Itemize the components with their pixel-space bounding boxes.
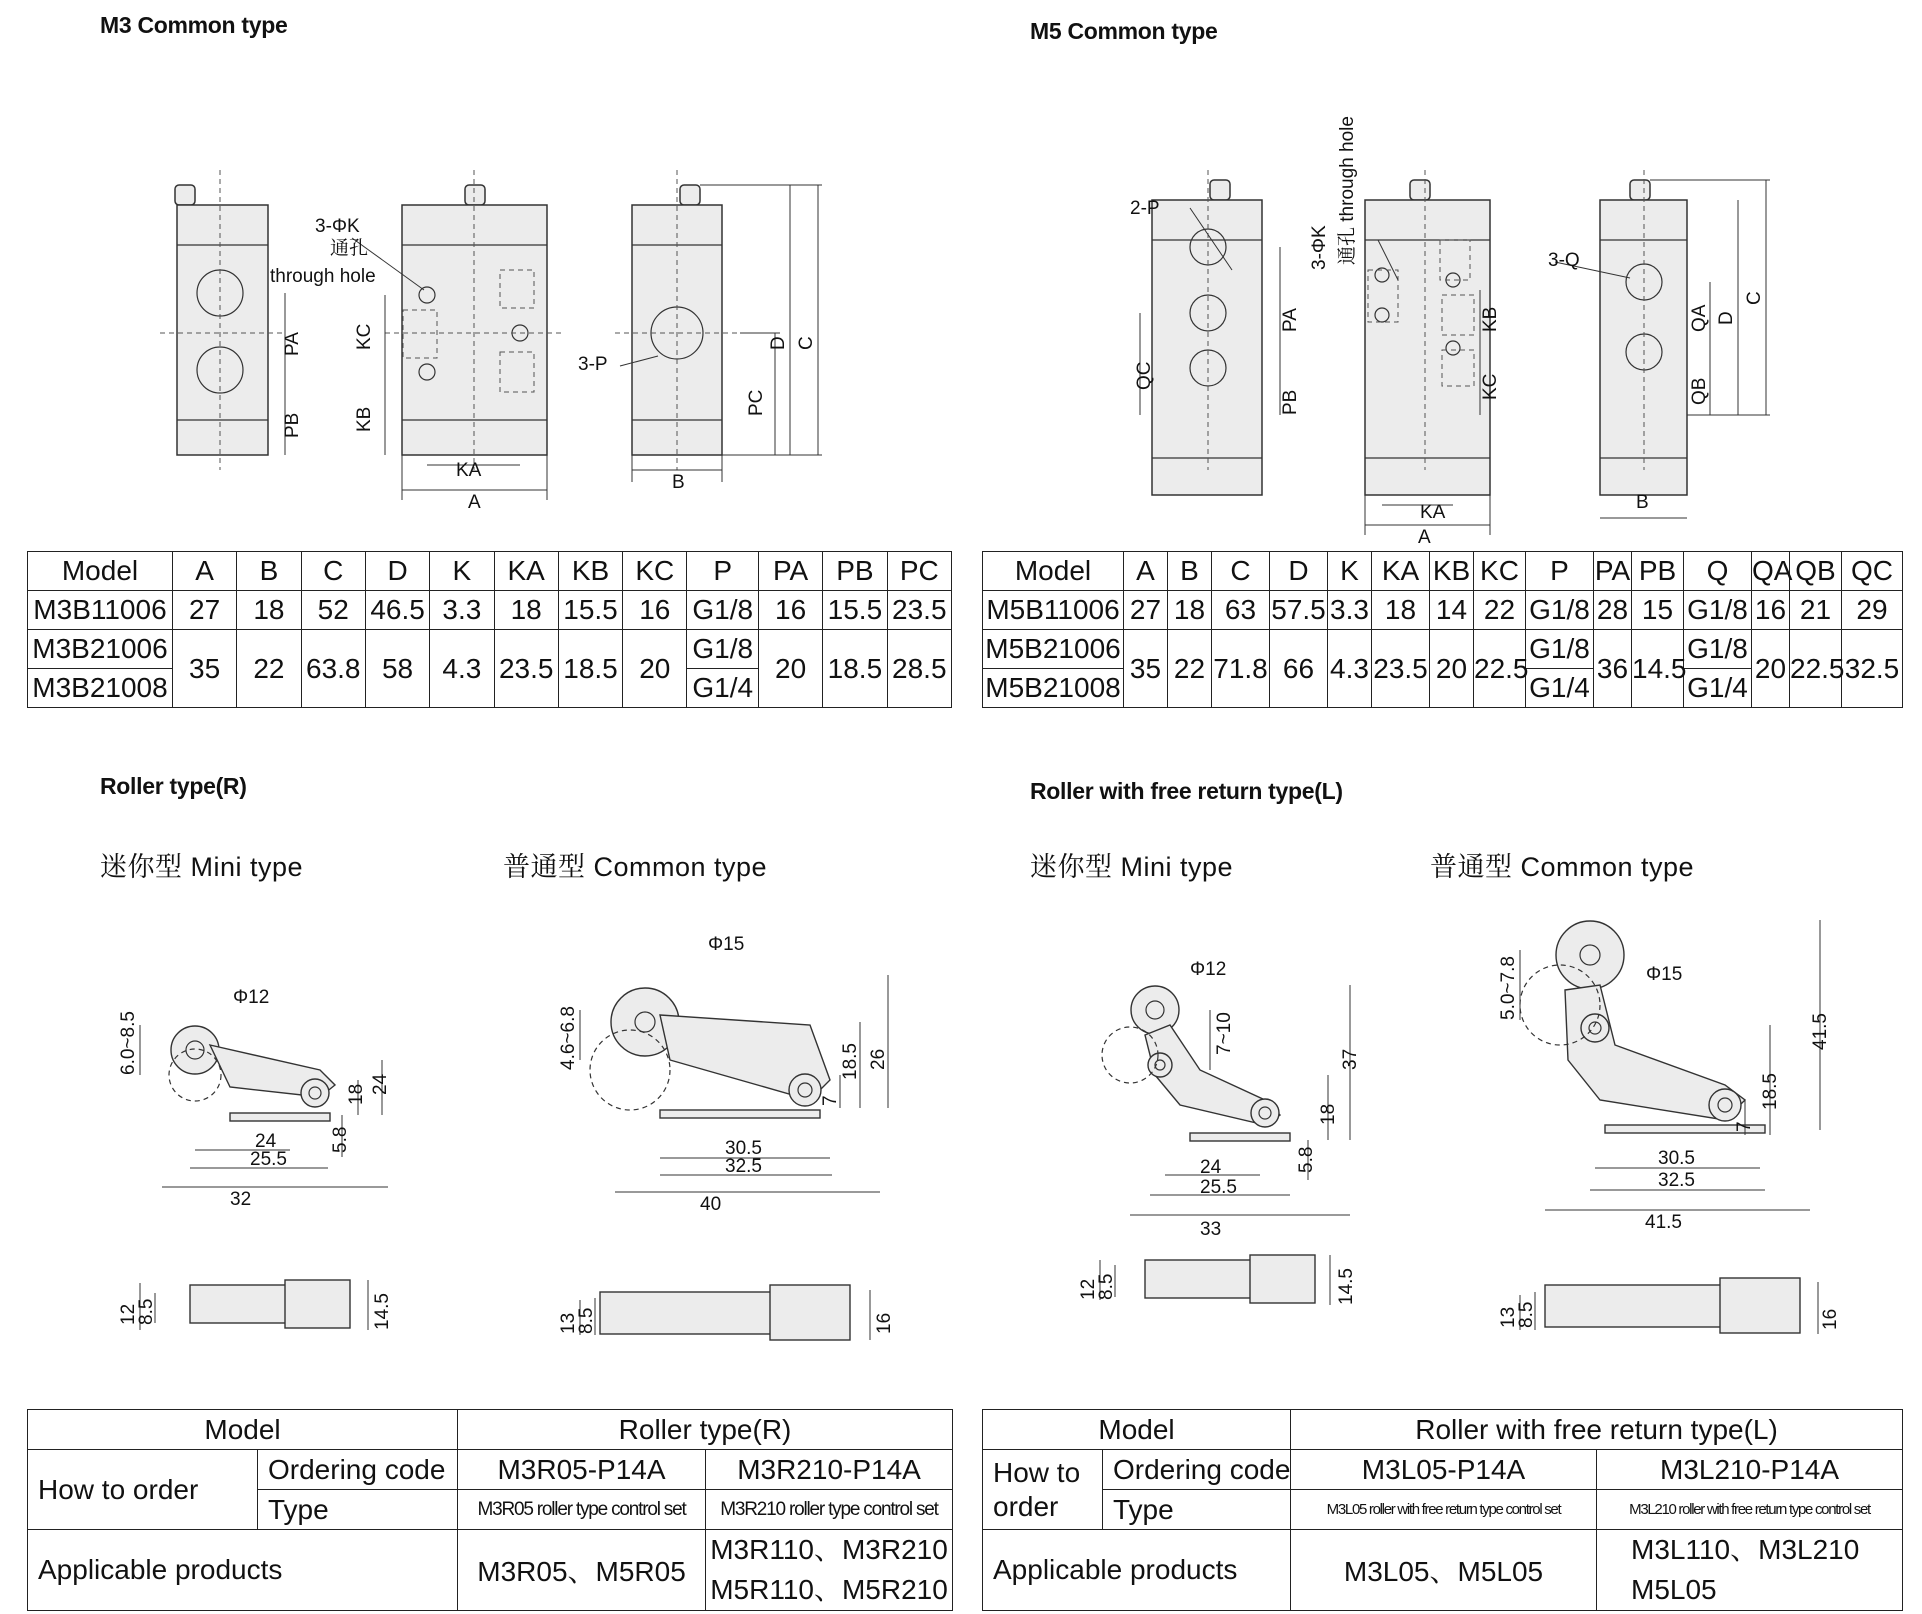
mini-l-range-label: 7~10 <box>1214 1012 1235 1055</box>
m5-pa-label: PA <box>1280 308 1301 332</box>
table-cell: 18 <box>1372 591 1430 630</box>
mini-roller-l-drawing <box>1060 945 1380 1335</box>
type-label: Type <box>1103 1490 1291 1530</box>
m3-c-label: C <box>796 336 817 350</box>
table-cell: 16 <box>1752 591 1790 630</box>
m5-qb-label: QB <box>1689 377 1710 405</box>
table-cell: 18.5 <box>823 630 887 708</box>
table-row <box>983 1490 1903 1530</box>
m3-hole-label: 3-ΦK <box>315 216 360 237</box>
mini-type-l-label: 迷你型 Mini type <box>1030 852 1234 882</box>
table-cell: 15.5 <box>823 591 887 630</box>
table-cell: 28.5 <box>887 630 951 708</box>
table-row <box>983 630 1903 669</box>
mini-roller-r-drawing <box>110 975 410 1335</box>
m5-col-header: Q <box>1684 552 1752 591</box>
table-cell: G1/4 <box>687 669 758 708</box>
applicable-cell: M3L05、M5L05 <box>1291 1530 1597 1611</box>
table-cell: 29 <box>1842 591 1903 630</box>
common-r-t3-label: 16 <box>874 1312 895 1334</box>
table-cell: 15.5 <box>558 591 622 630</box>
table-cell: 23.5 <box>494 630 558 708</box>
table-cell: 18.5 <box>558 630 622 708</box>
m3-p-label: 3-P <box>578 354 608 375</box>
group-header: Roller type(R) <box>458 1410 953 1450</box>
common-l-t3-label: 16 <box>1820 1308 1841 1330</box>
table-cell: 22.5 <box>1474 630 1526 708</box>
type-cell: M3R210 roller type control set <box>706 1490 953 1530</box>
ordering-code-cell: M3R210-P14A <box>706 1450 953 1490</box>
table-row <box>28 630 952 669</box>
table-cell: 3.3 <box>430 591 494 630</box>
table-cell: 71.8 <box>1212 630 1270 708</box>
m3-col-header: A <box>172 552 236 591</box>
ordering-code-label: Ordering code <box>1103 1450 1291 1490</box>
mini-l-d4-label: 37 <box>1340 1048 1361 1070</box>
group-header: Roller with free return type(L) <box>1291 1410 1903 1450</box>
how-to-order-label <box>983 1450 1103 1530</box>
mini-r-d2-label: 25.5 <box>250 1149 287 1170</box>
common-r-d3-label: 40 <box>700 1194 722 1215</box>
ordering-code-cell: M3L05-P14A <box>1291 1450 1597 1490</box>
common-r-t2-label: 8.5 <box>576 1307 597 1334</box>
m5-col-header: K <box>1328 552 1372 591</box>
m5-col-header: PB <box>1632 552 1684 591</box>
type-label: Type <box>258 1490 458 1530</box>
m3-col-header: K <box>430 552 494 591</box>
table-cell: 28 <box>1594 591 1632 630</box>
table-row <box>28 1450 953 1490</box>
m5-col-header: Model <box>983 552 1124 591</box>
m5-p-label: 2-P <box>1130 198 1160 219</box>
m5-col-header: P <box>1526 552 1594 591</box>
table-cell: M5B21006 <box>983 630 1124 669</box>
table-row <box>983 1450 1903 1490</box>
m5-c-label: C <box>1744 291 1765 305</box>
table-cell: G1/8 <box>687 630 758 669</box>
table-row <box>28 591 952 630</box>
applicable-cell: M3R05、M5R05 <box>458 1530 706 1611</box>
table-cell: G1/4 <box>1526 669 1594 708</box>
common-r-d1-label: 30.5 <box>725 1138 762 1159</box>
m3-pc-label: PC <box>746 389 767 416</box>
m5-common-title: M5 Common type <box>1030 18 1218 44</box>
table-cell: 20 <box>1752 630 1790 708</box>
table-cell: M3B11006 <box>28 591 173 630</box>
table-cell: G1/8 <box>1526 591 1594 630</box>
applicable-products-label: Applicable products <box>28 1530 458 1611</box>
common-l-t1-label: 13 <box>1498 1306 1519 1328</box>
mini-r-t2-label: 8.5 <box>136 1298 157 1325</box>
m5-kb-label: KB <box>1480 306 1501 332</box>
m5-kc-label: KC <box>1480 373 1501 400</box>
table-cell: 18 <box>494 591 558 630</box>
table-cell: 27 <box>1124 591 1168 630</box>
applicable-line: M3L110、M3L210 <box>1631 1534 1860 1565</box>
mini-r-d5-label: 24 <box>370 1073 391 1095</box>
m5-col-header: KB <box>1430 552 1474 591</box>
m3-d-label: D <box>768 336 789 350</box>
table-cell: 14 <box>1430 591 1474 630</box>
table-cell: 27 <box>172 591 236 630</box>
m3-col-header: B <box>237 552 301 591</box>
m5-col-header: KC <box>1474 552 1526 591</box>
applicable-cell-multi <box>1597 1530 1903 1611</box>
table-cell: 21 <box>1790 591 1842 630</box>
ordering-code-label: Ordering code <box>258 1450 458 1490</box>
applicable-line: M3R110、M3R210 <box>710 1534 948 1565</box>
m3-cn-label: 通孔 <box>330 238 369 259</box>
type-cell: M3L210 roller with free return type control set <box>1597 1490 1903 1530</box>
table-cell: 18 <box>237 591 301 630</box>
common-roller-l-drawing <box>1480 910 1840 1335</box>
common-l-d3-label: 41.5 <box>1645 1212 1682 1233</box>
common-r-range-label: 4.6~6.8 <box>558 1006 579 1070</box>
table-cell: 23.5 <box>887 591 951 630</box>
type-cell: M3R05 roller type control set <box>458 1490 706 1530</box>
m3-spec-table <box>27 551 952 708</box>
table-row <box>983 591 1903 630</box>
m3-col-header: PB <box>823 552 887 591</box>
mini-l-t2-label: 8.5 <box>1096 1273 1117 1300</box>
mini-r-range-label: 6.0~8.5 <box>118 1011 139 1075</box>
mini-r-d6-label: 5.8 <box>330 1126 351 1153</box>
applicable-line: M5R110、M5R210 <box>710 1574 948 1605</box>
m3-kc-label: KC <box>354 323 375 350</box>
table-row <box>983 1410 1903 1450</box>
model-header: Model <box>983 1410 1291 1450</box>
common-l-d4-label: 41.5 <box>1810 1013 1831 1050</box>
common-l-d2-label: 32.5 <box>1658 1170 1695 1191</box>
m3-col-header: KA <box>494 552 558 591</box>
mini-l-phi-label: Φ12 <box>1190 959 1227 980</box>
how-to-order-label: How to order <box>28 1450 258 1530</box>
table-cell: 35 <box>1124 630 1168 708</box>
m5-col-header: QB <box>1790 552 1842 591</box>
m5-col-header: B <box>1168 552 1212 591</box>
m3-col-header: P <box>687 552 758 591</box>
table-row <box>28 1530 953 1611</box>
roller-l-title: Roller with free return type(L) <box>1030 778 1343 804</box>
mini-r-d3-label: 32 <box>230 1189 252 1210</box>
m5-ka-label: KA <box>1420 502 1446 523</box>
m3-col-header: PA <box>758 552 822 591</box>
mini-r-d1-label: 24 <box>255 1131 277 1152</box>
table-row <box>28 1410 953 1450</box>
m3-col-header: D <box>365 552 429 591</box>
mini-r-d4-label: 18 <box>346 1083 367 1105</box>
m5-col-header: KA <box>1372 552 1430 591</box>
m3-pb-label: PB <box>282 412 303 438</box>
m5-col-header: D <box>1270 552 1328 591</box>
table-cell: 52 <box>301 591 365 630</box>
common-l-t2-label: 8.5 <box>1516 1301 1537 1328</box>
m3-b-label: B <box>672 472 685 493</box>
m5-qc-label: QC <box>1134 361 1155 390</box>
m3-col-header: KB <box>558 552 622 591</box>
table-cell: 22 <box>237 630 301 708</box>
m3-ka-label: KA <box>456 460 482 481</box>
table-cell: 20 <box>1430 630 1474 708</box>
table-cell: 15 <box>1632 591 1684 630</box>
how-to-line: How to <box>993 1456 1081 1488</box>
m3-col-header: KC <box>623 552 687 591</box>
applicable-products-label: Applicable products <box>983 1530 1291 1611</box>
roller-r-order-table <box>27 1409 953 1611</box>
common-r-d6-label: 7 <box>820 1095 841 1106</box>
table-cell: G1/4 <box>1684 669 1752 708</box>
table-cell: M3B21006 <box>28 630 173 669</box>
m5-pb-label: PB <box>1280 389 1301 415</box>
table-cell: 58 <box>365 630 429 708</box>
model-header: Model <box>28 1410 458 1450</box>
table-cell: M5B21008 <box>983 669 1124 708</box>
m3-col-header: C <box>301 552 365 591</box>
table-cell: G1/8 <box>1684 630 1752 669</box>
m5-col-header: C <box>1212 552 1270 591</box>
roller-l-order-table <box>982 1409 1903 1611</box>
mini-type-r-label: 迷你型 Mini type <box>100 852 304 882</box>
m3-through-label: through hole <box>270 266 376 287</box>
table-cell: 4.3 <box>430 630 494 708</box>
common-type-l-label: 普通型 Common type <box>1430 852 1695 882</box>
table-cell: 14.5 <box>1632 630 1684 708</box>
table-row <box>983 1530 1903 1611</box>
roller-r-title: Roller type(R) <box>100 773 247 799</box>
common-r-d2-label: 32.5 <box>725 1156 762 1177</box>
common-l-d6-label: 7 <box>1734 1121 1755 1132</box>
common-l-d5-label: 18.5 <box>1760 1073 1781 1110</box>
m5-through-label: 通孔 through hole <box>1337 116 1358 265</box>
table-cell: 23.5 <box>1372 630 1430 708</box>
m5-spec-table <box>982 551 1903 708</box>
table-cell: 36 <box>1594 630 1632 708</box>
order-line: order <box>993 1490 1059 1522</box>
table-cell: 35 <box>172 630 236 708</box>
m5-header-row <box>983 552 1903 591</box>
table-cell: M3B21008 <box>28 669 173 708</box>
m5-dimension-drawing <box>1120 70 1800 548</box>
m3-col-header: PC <box>887 552 951 591</box>
m3-col-header: Model <box>28 552 173 591</box>
m5-col-header: QC <box>1842 552 1903 591</box>
table-cell: 16 <box>623 591 687 630</box>
common-r-t1-label: 13 <box>558 1312 579 1334</box>
m3-pa-label: PA <box>282 332 303 356</box>
m5-b-label: B <box>1636 492 1649 513</box>
common-r-d5-label: 26 <box>868 1048 889 1070</box>
mini-l-t1-label: 12 <box>1078 1278 1099 1300</box>
mini-l-d5-label: 18 <box>1318 1103 1339 1125</box>
m5-qa-label: QA <box>1689 304 1710 332</box>
table-cell: 63 <box>1212 591 1270 630</box>
table-cell: 16 <box>758 591 822 630</box>
common-roller-r-drawing <box>540 930 920 1340</box>
table-cell: 20 <box>758 630 822 708</box>
table-cell: 57.5 <box>1270 591 1328 630</box>
m3-common-title: M3 Common type <box>100 12 288 38</box>
applicable-cell-multi <box>706 1530 953 1611</box>
table-cell: 22 <box>1474 591 1526 630</box>
table-cell: G1/8 <box>1526 630 1594 669</box>
table-cell: 32.5 <box>1842 630 1903 708</box>
m3-header-row <box>28 552 952 591</box>
common-l-range-label: 5.0~7.8 <box>1498 956 1519 1020</box>
mini-r-phi-label: Φ12 <box>233 987 270 1008</box>
table-cell: 18 <box>1168 591 1212 630</box>
common-type-r-label: 普通型 Common type <box>503 852 768 882</box>
common-r-d4-label: 18.5 <box>840 1043 861 1080</box>
m3-dimension-drawing <box>150 170 870 520</box>
ordering-code-cell: M3L210-P14A <box>1597 1450 1903 1490</box>
m3-kb-label: KB <box>354 406 375 432</box>
table-cell: 66 <box>1270 630 1328 708</box>
mini-r-t3-label: 14.5 <box>372 1293 393 1330</box>
mini-l-t3-label: 14.5 <box>1336 1268 1357 1305</box>
m5-col-header: A <box>1124 552 1168 591</box>
table-cell: G1/8 <box>1684 591 1752 630</box>
common-l-phi-label: Φ15 <box>1646 964 1683 985</box>
m3-a-label: A <box>468 492 481 513</box>
ordering-code-cell: M3R05-P14A <box>458 1450 706 1490</box>
table-cell: 22.5 <box>1790 630 1842 708</box>
table-cell: 3.3 <box>1328 591 1372 630</box>
table-cell: 22 <box>1168 630 1212 708</box>
table-cell: 63.8 <box>301 630 365 708</box>
m5-q-label: 3-Q <box>1548 250 1580 271</box>
common-r-phi-label: Φ15 <box>708 934 745 955</box>
m5-hole-label: 3-ΦK <box>1309 225 1330 270</box>
type-cell: M3L05 roller with free return type control set <box>1291 1490 1597 1530</box>
m5-a-label: A <box>1418 527 1431 548</box>
table-cell: G1/8 <box>687 591 758 630</box>
mini-r-t1-label: 12 <box>118 1303 139 1325</box>
table-cell: 46.5 <box>365 591 429 630</box>
mini-l-d6-label: 5.8 <box>1296 1146 1317 1173</box>
applicable-line: M5L05 <box>1631 1574 1717 1605</box>
mini-l-d2-label: 25.5 <box>1200 1177 1237 1198</box>
table-cell: M5B11006 <box>983 591 1124 630</box>
m5-col-header: PA <box>1594 552 1632 591</box>
common-l-d1-label: 30.5 <box>1658 1148 1695 1169</box>
table-cell: 4.3 <box>1328 630 1372 708</box>
mini-l-d1-label: 24 <box>1200 1157 1222 1178</box>
table-cell: 20 <box>623 630 687 708</box>
m5-d-label: D <box>1716 311 1737 325</box>
mini-l-d3-label: 33 <box>1200 1219 1222 1240</box>
m5-col-header: QA <box>1752 552 1790 591</box>
